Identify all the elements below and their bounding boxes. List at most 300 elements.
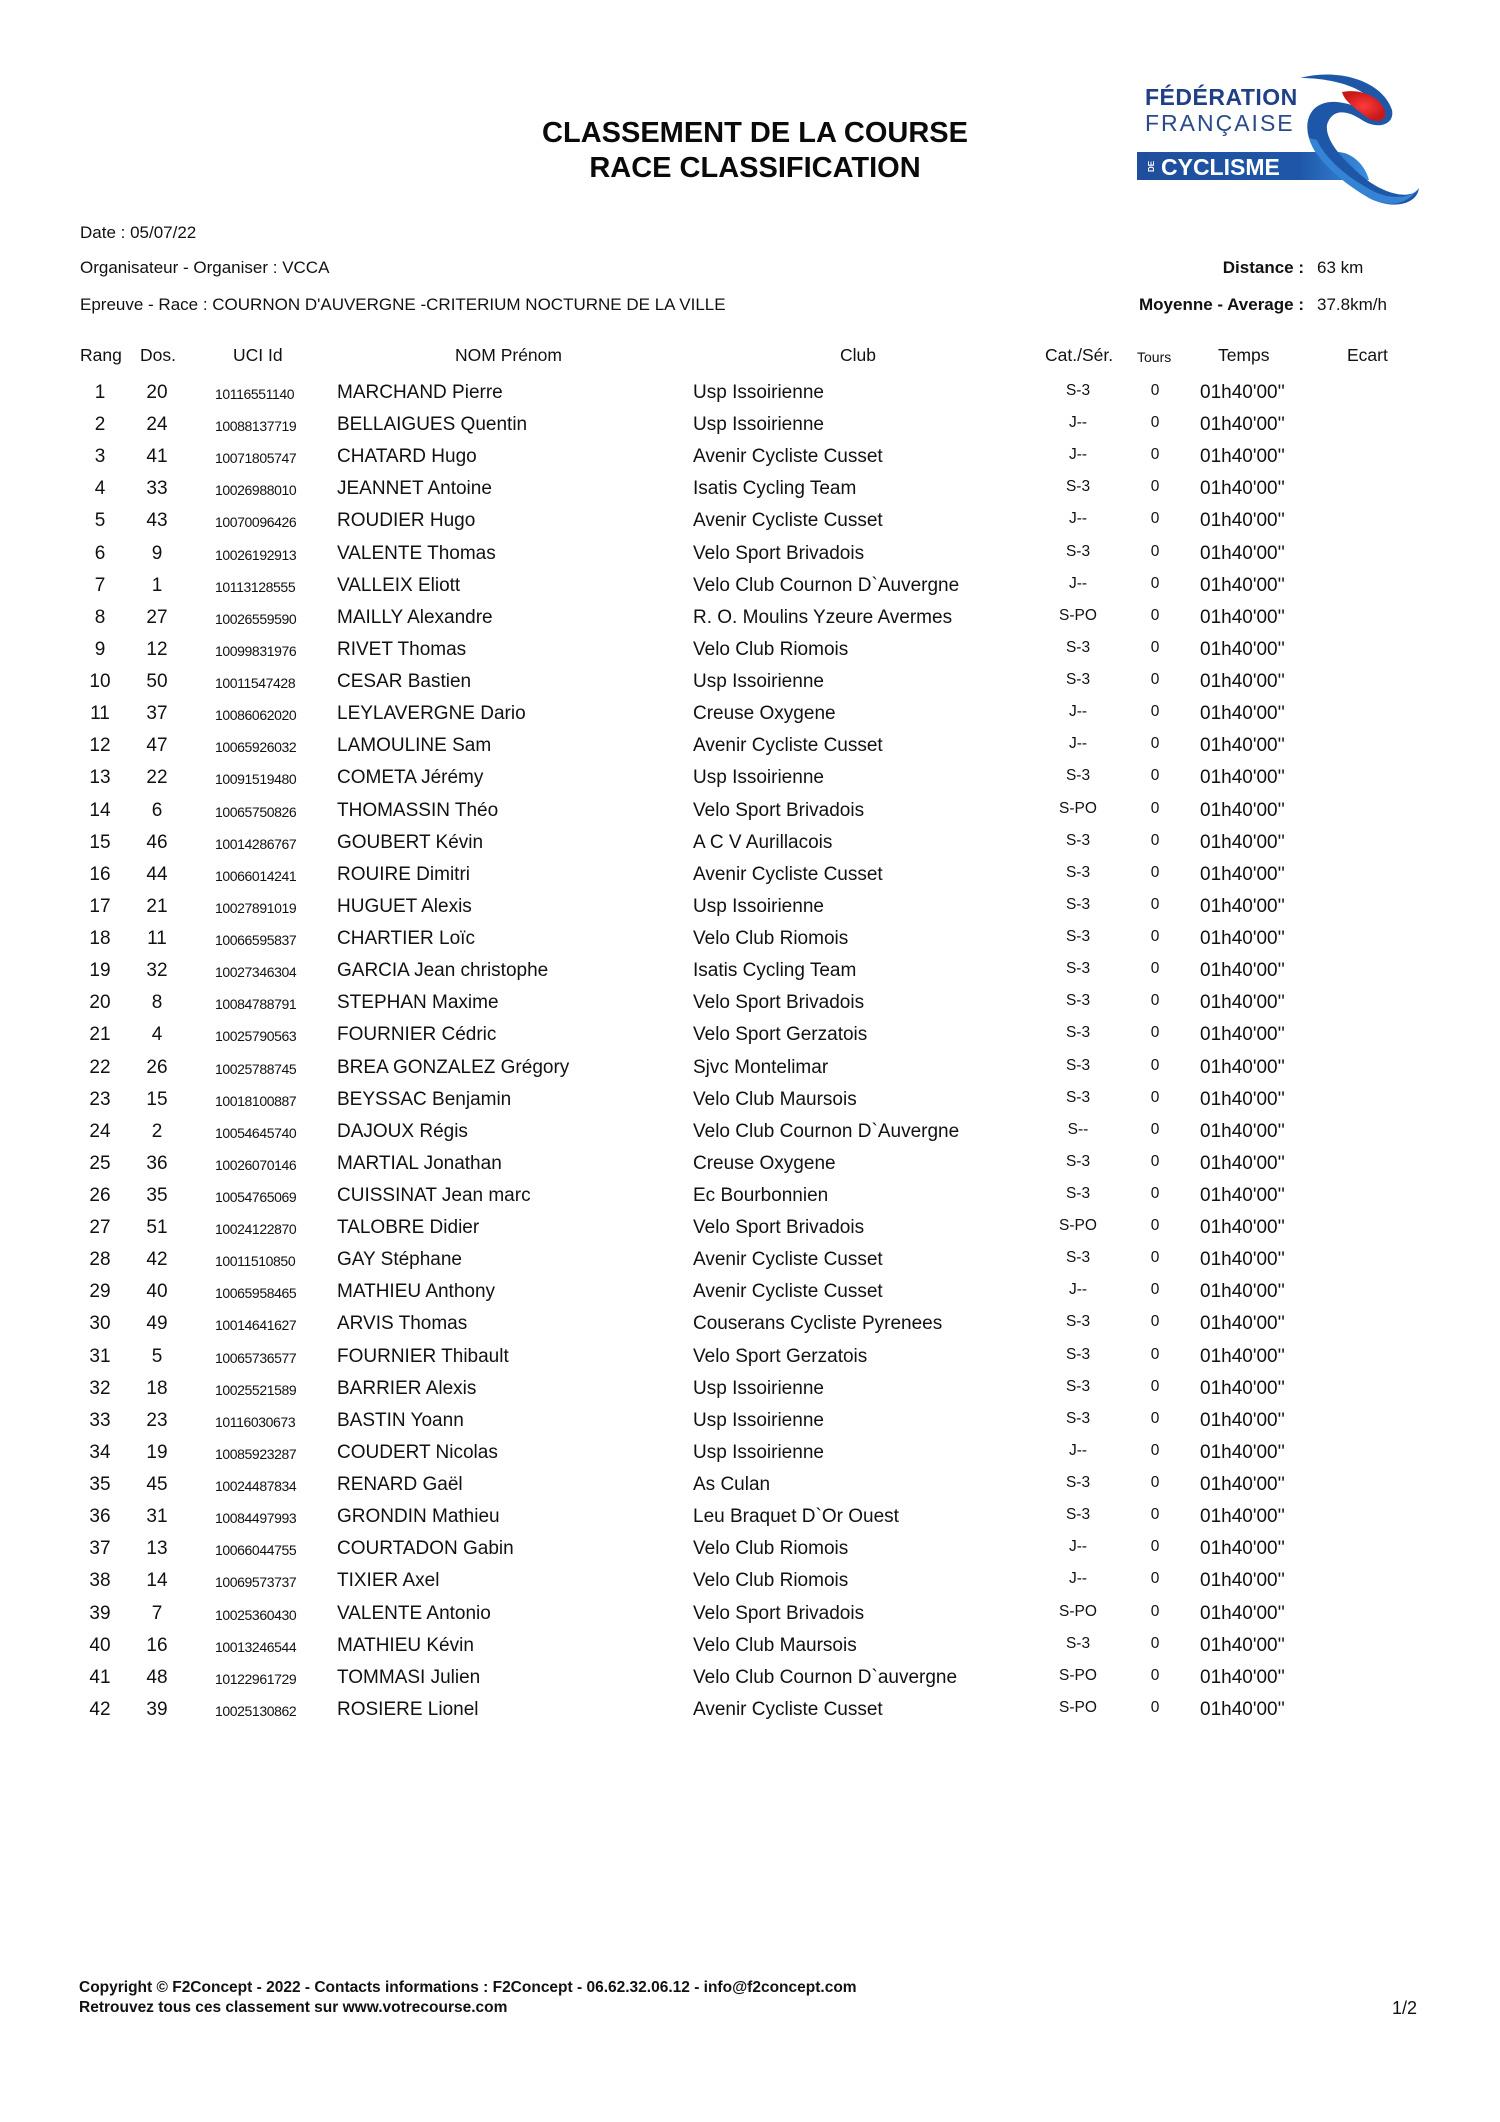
rank: 29 [89,1281,111,1303]
club-name: Leu Braquet D`Or Ouest [693,1506,899,1528]
time: 01h40'00'' [1200,703,1285,725]
club-name: Usp Issoirienne [693,671,824,693]
category: S-3 [1065,1506,1091,1524]
club-name: Velo Sport Brivadois [693,1602,865,1624]
category: S-3 [1065,1634,1091,1652]
club-name: Velo Club Maursois [693,1088,857,1110]
uci-id: 10025521589 [215,1381,297,1398]
laps: 0 [1150,1120,1160,1138]
rider-name: TOMMASI Julien [337,1666,481,1688]
logo-line-federation: FÉDÉRATION [1145,84,1298,110]
laps: 0 [1150,1313,1160,1331]
laps: 0 [1150,542,1160,560]
rider-name: BASTIN Yoann [337,1409,464,1431]
laps: 0 [1150,1217,1160,1235]
category: S-3 [1065,1088,1091,1106]
table-row [0,1698,1500,1730]
time: 01h40'00'' [1200,1217,1285,1239]
uci-id: 10084788791 [215,996,297,1013]
time: 01h40'00'' [1200,799,1285,821]
category: J-- [1068,414,1088,432]
uci-id: 10013246544 [215,1638,297,1655]
time: 01h40'00'' [1200,928,1285,950]
table-row [0,1280,1500,1312]
bib-number: 20 [146,382,168,403]
rank: 4 [94,478,106,500]
time: 01h40'00'' [1200,1441,1285,1463]
club-name: Ec Bourbonnien [693,1185,829,1206]
laps: 0 [1150,1345,1160,1363]
rider-name: BARRIER Alexis [337,1377,477,1399]
laps: 0 [1150,767,1160,785]
club-name: Usp Issoirienne [693,1441,824,1463]
table-row [0,959,1500,991]
time: 01h40'00'' [1200,1185,1285,1206]
table-row [0,1537,1500,1569]
club-name: Velo Sport Brivadois [693,542,865,564]
table-row [0,927,1500,959]
category: S-3 [1065,542,1091,560]
col-header-name: NOM Prénom [455,345,562,365]
category: S-- [1067,1120,1089,1138]
laps: 0 [1150,1409,1160,1427]
category: J-- [1068,574,1088,592]
bib-number: 4 [151,1024,163,1046]
rank: 22 [89,1056,111,1078]
rank: 36 [89,1506,111,1528]
rider-name: TIXIER Axel [337,1570,440,1592]
rank: 18 [89,928,111,950]
rider-name: MARTIAL Jonathan [337,1152,502,1174]
laps: 0 [1150,574,1160,592]
table-row [0,1505,1500,1537]
rider-name: CHARTIER Loïc [337,928,475,950]
laps: 0 [1150,1506,1160,1524]
rider-name: VALLEIX Eliott [337,574,461,596]
uci-id: 10113128555 [215,578,296,595]
uci-id: 10088137719 [215,418,297,435]
rider-name: LAMOULINE Sam [337,735,492,757]
category: J-- [1068,1441,1088,1459]
rank: 24 [89,1120,111,1142]
table-row [0,1473,1500,1505]
category: S-3 [1065,992,1091,1010]
table-row [0,863,1500,895]
club-name: R. O. Moulins Yzeure Avermes [693,606,953,628]
club-name: Usp Issoirienne [693,767,824,789]
table-row [0,991,1500,1023]
time: 01h40'00'' [1200,1474,1285,1496]
ffc-logo [1137,70,1437,215]
uci-id: 10027891019 [215,899,297,916]
club-name: A C V Aurillacois [693,831,833,853]
category: S-3 [1065,1056,1091,1074]
table-row [0,1120,1500,1152]
rank: 20 [89,992,111,1014]
uci-id: 10122961729 [215,1670,297,1687]
rider-name: CESAR Bastien [337,671,472,693]
club-name: Avenir Cycliste Cusset [693,1249,883,1271]
table-row [0,1312,1500,1344]
uci-id: 10065736577 [215,1349,297,1366]
rider-name: ROSIERE Lionel [337,1698,479,1720]
category: S-PO [1059,1602,1097,1620]
laps: 0 [1150,1024,1160,1042]
uci-id: 10116551140 [215,386,295,402]
uci-id: 10116030673 [215,1413,296,1430]
bib-number: 8 [151,992,163,1014]
bib-number: 5 [151,1345,163,1367]
uci-id: 10026988010 [215,482,297,499]
table-row [0,1216,1500,1248]
time: 01h40'00'' [1200,606,1285,628]
uci-id: 10054765069 [215,1189,297,1205]
bib-number: 23 [146,1409,168,1431]
table-row [0,1377,1500,1409]
rider-name: ROUIRE Dimitri [337,863,470,885]
club-name: Velo Club Riomois [693,1538,849,1560]
club-name: Creuse Oxygene [693,1152,836,1174]
rank: 3 [94,446,106,468]
club-name: Usp Issoirienne [693,414,824,436]
average-label: Moyenne - Average : [1138,295,1304,314]
laps: 0 [1150,1249,1160,1267]
category: S-3 [1065,928,1091,946]
category: S-PO [1059,606,1097,624]
category: J-- [1068,1281,1088,1299]
category: S-3 [1065,638,1091,656]
bib-number: 42 [146,1249,168,1271]
time: 01h40'00'' [1200,1666,1285,1688]
time: 01h40'00'' [1200,1377,1285,1399]
rider-name: HUGUET Alexis [337,895,472,917]
uci-id: 10099831976 [215,642,297,659]
laps: 0 [1150,895,1160,913]
bib-number: 35 [146,1185,168,1206]
rank: 11 [90,703,110,725]
laps: 0 [1150,735,1160,753]
rank: 34 [89,1441,111,1463]
race-date: Date : 05/07/22 [80,223,197,242]
bib-number: 19 [146,1441,168,1463]
category: S-3 [1065,478,1091,496]
time: 01h40'00'' [1200,1249,1285,1271]
category: S-3 [1065,1152,1091,1170]
bib-number: 47 [146,735,168,757]
club-name: Avenir Cycliste Cusset [693,735,883,757]
rider-name: COURTADON Gabin [337,1538,514,1560]
club-name: Velo Club Cournon D`Auvergne [693,1120,960,1142]
rank: 28 [89,1249,111,1271]
time: 01h40'00'' [1200,414,1285,436]
rider-name: MAILLY Alexandre [337,606,493,628]
uci-id: 10025788745 [215,1060,297,1077]
rider-name: CUISSINAT Jean marc [337,1185,531,1206]
time: 01h40'00'' [1200,542,1285,564]
category: J-- [1068,703,1088,721]
uci-id: 10071805747 [215,450,297,467]
category: S-3 [1065,1249,1091,1267]
laps: 0 [1150,1088,1160,1106]
uci-id: 10091519480 [215,771,297,788]
time: 01h40'00'' [1200,1056,1285,1078]
club-name: As Culan [693,1474,771,1496]
bib-number: 12 [146,638,168,660]
rider-name: GAY Stéphane [337,1249,463,1271]
bib-number: 21 [146,895,168,917]
uci-id: 10011510850 [215,1253,296,1270]
club-name: Avenir Cycliste Cusset [693,863,883,885]
table-row [0,1023,1500,1055]
col-header-temps: Temps [1218,345,1270,365]
rank: 25 [89,1152,111,1174]
bib-number: 39 [146,1698,168,1720]
rank: 7 [94,574,106,596]
club-name: Creuse Oxygene [693,703,836,725]
category: S-3 [1065,382,1091,399]
category: S-3 [1065,1474,1091,1492]
bib-number: 24 [146,414,168,436]
table-row [0,413,1500,445]
rank: 30 [89,1313,111,1335]
rider-name: MARCHAND Pierre [337,382,503,403]
category: J-- [1068,510,1088,528]
bib-number: 40 [146,1281,168,1303]
bib-number: 22 [146,767,168,789]
rank: 16 [89,863,111,885]
race-name: Epreuve - Race : COURNON D'AUVERGNE -CRITERIUM NOCTURNE DE LA VILLE [80,295,726,314]
laps: 0 [1150,446,1160,464]
club-name: Velo Sport Brivadois [693,799,865,821]
race-organiser: Organisateur - Organiser : VCCA [80,258,330,277]
category: S-3 [1065,831,1091,849]
col-header-dos: Dos. [140,345,176,365]
rank: 12 [89,735,111,757]
time: 01h40'00'' [1200,478,1285,500]
table-row [0,445,1500,477]
table-row [0,1602,1500,1634]
table-row [0,670,1500,702]
rank: 23 [89,1088,111,1110]
laps: 0 [1150,638,1160,656]
rank: 15 [89,831,111,853]
uci-id: 10018100887 [215,1092,297,1109]
rider-name: ROUDIER Hugo [337,510,476,532]
time: 01h40'00'' [1200,1152,1285,1174]
club-name: Couserans Cycliste Pyrenees [693,1313,943,1335]
rank: 1 [94,382,106,403]
laps: 0 [1150,414,1160,432]
bib-number: 44 [146,863,168,885]
rank: 35 [89,1474,111,1496]
page-title-fr: CLASSEMENT DE LA COURSE [542,117,968,149]
footer-link-line: Retrouvez tous ces classement sur www.votrecourse.com [79,1999,508,2016]
time: 01h40'00'' [1200,671,1285,693]
club-name: Avenir Cycliste Cusset [693,446,883,468]
time: 01h40'00'' [1200,1698,1285,1720]
bib-number: 11 [147,928,167,950]
uci-id: 10025360430 [215,1606,297,1623]
category: S-PO [1059,1666,1097,1684]
category: S-3 [1065,895,1091,913]
laps: 0 [1150,382,1160,399]
uci-id: 10026192913 [215,546,297,563]
distance-label: Distance : [1222,258,1304,277]
time: 01h40'00'' [1200,1409,1285,1431]
club-name: Sjvc Montelimar [693,1056,829,1078]
time: 01h40'00'' [1200,767,1285,789]
table-row [0,509,1500,541]
rank: 26 [89,1185,111,1206]
time: 01h40'00'' [1200,992,1285,1014]
page-number: 1/2 [1392,1998,1418,2018]
rider-name: RIVET Thomas [337,638,467,660]
category: J-- [1068,735,1088,753]
rider-name: LEYLAVERGNE Dario [337,703,526,725]
laps: 0 [1150,1056,1160,1074]
bib-number: 26 [146,1056,168,1078]
club-name: Velo Club Riomois [693,1570,849,1592]
uci-id: 10066014241 [215,867,297,884]
bib-number: 2 [151,1120,163,1142]
rider-name: MATHIEU Anthony [337,1281,496,1303]
laps: 0 [1150,671,1160,689]
average-value: 37.8km/h [1317,295,1387,314]
rank: 31 [89,1345,111,1367]
club-name: Avenir Cycliste Cusset [693,1281,883,1303]
bib-number: 16 [146,1634,168,1656]
category: S-PO [1059,799,1097,817]
table-row [0,702,1500,734]
rank: 42 [89,1698,111,1720]
club-name: Isatis Cycling Team [693,960,857,982]
time: 01h40'00'' [1200,574,1285,596]
category: J-- [1068,1538,1088,1556]
time: 01h40'00'' [1200,895,1285,917]
time: 01h40'00'' [1200,1634,1285,1656]
table-row [0,831,1500,863]
bib-number: 49 [146,1313,168,1335]
bib-number: 46 [146,831,168,853]
club-name: Isatis Cycling Team [693,478,857,500]
category: S-3 [1065,1345,1091,1363]
uci-id: 10024122870 [215,1221,297,1238]
uci-id: 10066595837 [215,932,297,949]
bib-number: 9 [151,542,163,564]
time: 01h40'00'' [1200,735,1285,757]
time: 01h40'00'' [1200,863,1285,885]
page-title-en: RACE CLASSIFICATION [589,152,921,184]
rank: 6 [94,542,106,564]
club-name: Velo Club Maursois [693,1634,857,1656]
rider-name: VALENTE Antonio [337,1602,491,1624]
time: 01h40'00'' [1200,638,1285,660]
uci-id: 10065750826 [215,803,297,820]
col-header-club: Club [840,345,876,365]
rank: 27 [89,1217,111,1239]
rider-name: COUDERT Nicolas [337,1441,498,1463]
rider-name: FOURNIER Cédric [337,1024,497,1046]
rider-name: CHATARD Hugo [337,446,477,468]
rank: 5 [94,510,106,532]
bib-number: 43 [146,510,168,532]
uci-id: 10084497993 [215,1510,297,1527]
bib-number: 33 [146,478,168,500]
rider-name: COMETA Jérémy [337,767,484,789]
laps: 0 [1150,831,1160,849]
uci-id: 10085923287 [215,1445,297,1462]
time: 01h40'00'' [1200,1281,1285,1303]
club-name: Usp Issoirienne [693,1377,824,1399]
club-name: Avenir Cycliste Cusset [693,1698,883,1720]
time: 01h40'00'' [1200,831,1285,853]
club-name: Avenir Cycliste Cusset [693,510,883,532]
rank: 14 [89,799,111,821]
rank: 33 [89,1409,111,1431]
laps: 0 [1150,606,1160,624]
laps: 0 [1150,510,1160,528]
rider-name: FOURNIER Thibault [337,1345,509,1367]
rider-name: ARVIS Thomas [337,1313,468,1335]
category: J-- [1068,446,1088,464]
table-row [0,1634,1500,1666]
laps: 0 [1150,1474,1160,1492]
category: S-3 [1065,863,1091,881]
time: 01h40'00'' [1200,510,1285,532]
uci-id: 10024487834 [215,1478,297,1495]
col-header-cat: Cat./Sér. [1045,345,1114,365]
uci-id: 10066044755 [215,1542,297,1559]
club-name: Velo Sport Brivadois [693,1217,865,1239]
bib-number: 41 [146,446,168,468]
uci-id: 10054645740 [215,1124,297,1141]
club-name: Velo Club Riomois [693,638,849,660]
uci-id: 10025130862 [215,1702,297,1719]
laps: 0 [1150,478,1160,496]
table-row [0,638,1500,670]
bib-number: 7 [151,1602,163,1624]
rank: 9 [94,638,106,660]
col-header-rang: Rang [80,345,122,365]
logo-line-francaise: FRANÇAISE [1145,110,1295,136]
rank: 8 [94,606,106,628]
rider-name: RENARD Gaël [337,1474,463,1496]
table-row [0,734,1500,766]
laps: 0 [1150,960,1160,978]
time: 01h40'00'' [1200,960,1285,982]
rider-name: THOMASSIN Théo [337,799,499,821]
bib-number: 31 [146,1506,168,1528]
uci-id: 10011547428 [215,675,296,692]
bib-number: 15 [146,1088,168,1110]
uci-id: 10025790563 [215,1028,297,1045]
club-name: Velo Club Riomois [693,928,849,950]
laps: 0 [1150,1570,1160,1588]
col-header-tours: Tours [1137,349,1172,365]
time: 01h40'00'' [1200,1088,1285,1110]
col-header-uci: UCI Id [233,345,283,365]
rider-name: JEANNET Antoine [337,478,492,500]
table-row [0,895,1500,927]
laps: 0 [1150,1634,1160,1652]
bib-number: 45 [146,1474,168,1496]
col-header-ecart: Ecart [1347,345,1388,365]
table-row [0,477,1500,509]
club-name: Velo Sport Gerzatois [693,1024,868,1046]
bib-number: 6 [151,799,163,821]
uci-id: 10014641627 [215,1317,297,1334]
rank: 10 [89,671,111,693]
